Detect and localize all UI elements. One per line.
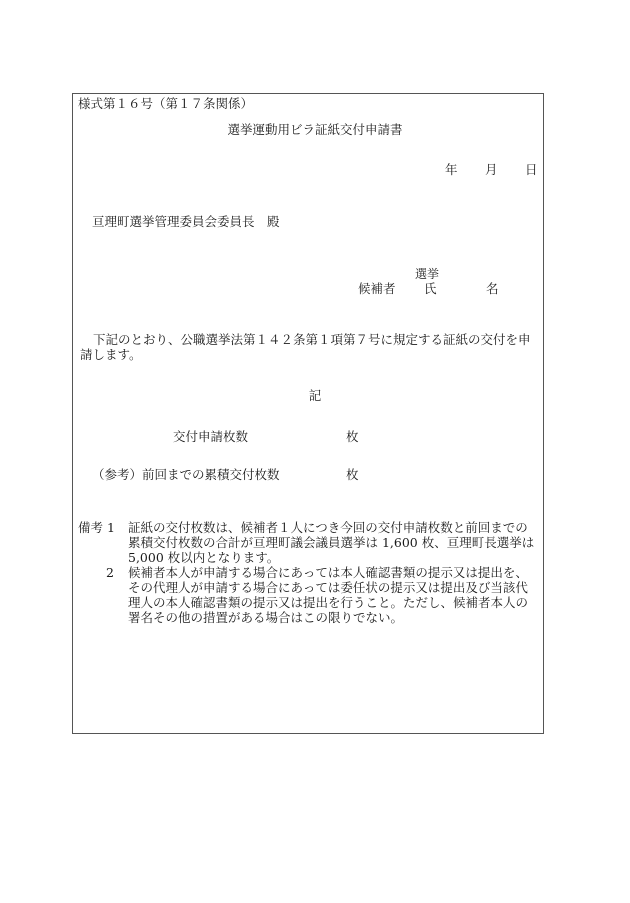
name-label-first: 氏 <box>424 281 437 296</box>
note-number: 1 <box>107 520 115 535</box>
note-item <box>78 565 540 625</box>
requested-count-unit: 枚 <box>346 429 359 444</box>
candidate-line <box>358 280 499 297</box>
date-line <box>445 161 538 178</box>
cumulative-count-label: （参考）前回までの累積交付枚数 <box>92 467 280 482</box>
application-statement: 下記のとおり、公職選挙法第１４２条第１項第７号に規定する証紙の交付を申請します。 <box>80 332 531 362</box>
form-title: 選挙運動用ビラ証紙交付申請書 <box>227 122 403 137</box>
date-month-label: 月 <box>485 162 498 177</box>
notes-section <box>78 520 540 625</box>
date-day-label: 日 <box>525 162 538 177</box>
name-label-second: 名 <box>486 281 499 296</box>
date-year-label: 年 <box>445 162 458 177</box>
ki-heading: 記 <box>308 388 322 403</box>
form-number-label: 様式第１６号（第１７条関係） <box>78 96 254 111</box>
cumulative-count-unit: 枚 <box>346 467 359 482</box>
note-number: 2 <box>106 565 114 580</box>
form-frame <box>72 93 544 734</box>
election-label: 選挙 <box>415 267 440 281</box>
note-text: 候補者本人が申請する場合にあっては本人確認書類の提示又は提出を、その代理人が申請する場合にあっては委任状の提示又は提出及び当該代理人の本人確認書類の提示又は提出を行うこと。ただし、候補者本人の署名その他の措置がある場合はこの限りでない。 <box>128 565 529 625</box>
notes-heading: 備考 <box>78 520 104 535</box>
note-item <box>78 520 540 565</box>
candidate-label: 候補者 <box>358 281 396 296</box>
note-text: 証紙の交付枚数は、候補者１人につき今回の交付申請枚数と前回までの累積交付枚数の合計が亘理町議会議員選挙は 1,600 枚、亘理町長選挙は 5,000 枚以内となります。 <box>128 520 535 565</box>
requested-count-label: 交付申請枚数 <box>173 429 249 444</box>
addressee: 亘理町選挙管理委員会委員長 殿 <box>92 214 280 229</box>
